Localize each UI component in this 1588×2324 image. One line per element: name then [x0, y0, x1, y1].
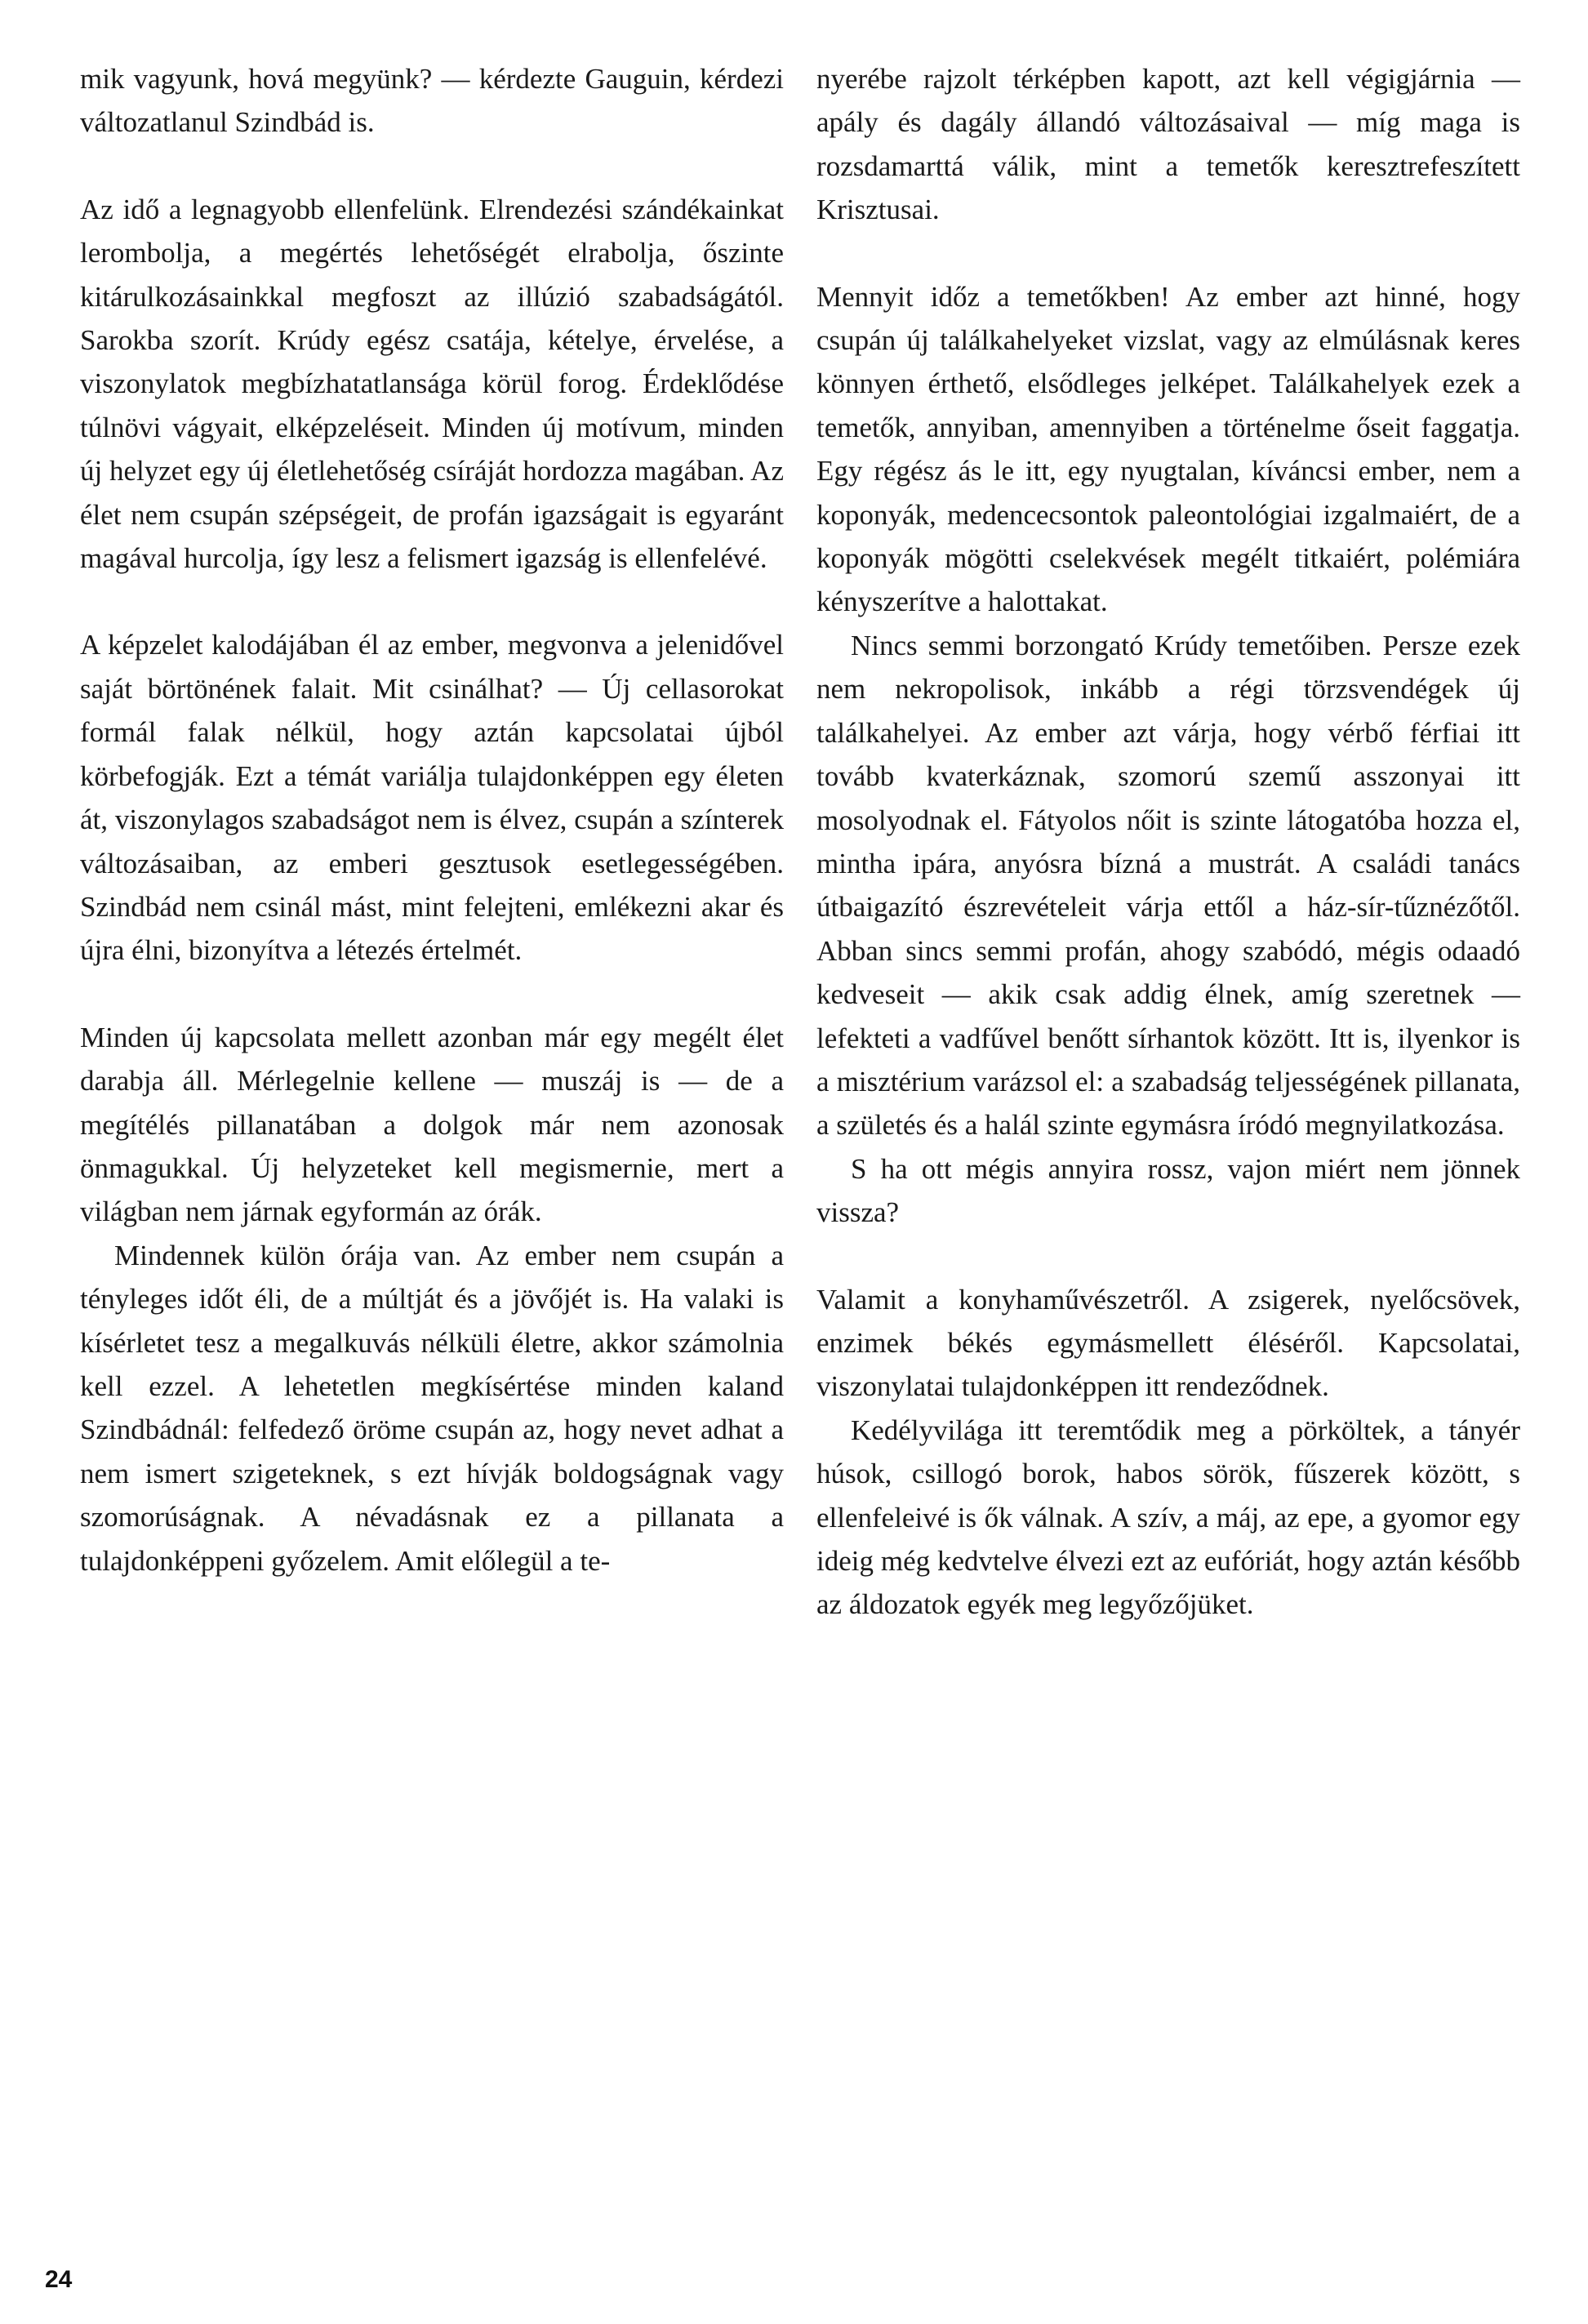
body-paragraph: Az idő a legnagyobb ellenfelünk. Elrendezési szándékainkat lerombolja, a megértés lehetőségét elrabolja, őszinte kitárulkozásainkkal megfoszt az illúzió szabadságától. Sarokba szorít. Krúdy egész csatája, kételye, érvelése, a viszonylatok megbízhatatlansága körül forog. Érdeklődése túlnövi vágyait, elképzeléseit. Minden új motívum, minden új helyzet egy új életlehetőség csíráját hordozza magában. Az élet nem csupán szépségeit, de profán igazságait is egyaránt magával hurcolja, így lesz a felismert igazság is ellenfelévé.	[80, 193, 784, 575]
body-paragraph: Kedélyvilága itt teremtődik meg a pörköltek, a tányér húsok, csillogó borok, habos sörök, fűszerek között, s ellenfeleivé is ők válnak. A szív, a máj, az epe, a gyomor egy ideig még kedvtelve élvezi ezt az eufóriát, hogy aztán később az áldozatok egyék meg legyőzőjüket.	[816, 1414, 1520, 1621]
body-paragraph: nyerébe rajzolt térképben kapott, azt kell végigjárnia — apály és dagály állandó változásaival — míg maga is rozsdamarttá válik, mint a temetők keresztrefeszített Krisztusai.	[816, 63, 1520, 226]
right-text-column	[816, 57, 1520, 1627]
body-paragraph: Mindennek külön órája van. Az ember nem csupán a tényleges időt éli, de a múltját és a jövőjét is. Ha valaki is kísérletet tesz a megalkuvás nélküli életre, akkor számolnia kell ezzel. A lehetetlen megkísértése minden kaland Szindbádnál: felfedező öröme csupán az, hogy nevet adhat a nem ismert szigeteknek, s ezt hívják boldogságnak vagy szomorúságnak. A névadásnak ez a pillanata a tulajdonképpeni győzelem. Amit előlegül a te-	[80, 1239, 784, 1577]
body-paragraph: mik vagyunk, hová megyünk? — kérdezte Gauguin, kérdezi változatlanul Szindbád is.	[80, 63, 784, 139]
page-number: 24	[45, 2266, 73, 2293]
left-text-column	[80, 57, 784, 1583]
body-paragraph: S ha ott mégis annyira rossz, vajon miért nem jönnek vissza?	[816, 1152, 1520, 1229]
paragraph-gap	[80, 580, 784, 623]
paragraph-gap	[816, 232, 1520, 275]
body-paragraph: Nincs semmi borzongató Krúdy temetőiben. Persze ezek nem nekropolisok, inkább a régi törzsvendégek új találkahelyei. Az ember azt várja, hogy vérbő férfiai itt tovább kvaterkáznak, szomorú szemű asszonyai itt mosolyodnak el. Fátyolos nőit is szinte látogatóba hozza el, mintha ipára, anyósra bízná a mustrát. A családi tanács útbaigazító észrevételeit várja ettől a ház-sír-tűznézőtől. Abban sincs semmi profán, ahogy szabódó, mégis odaadó kedveseit — akik csak addig élnek, amíg szeretnek — lefekteti a vadfűvel benőtt sírhantok között. Itt is, ilyenkor is a misztérium varázsol el: a szabadság teljességének pillanata, a születés és a halál szinte egymásra íródó megnyilatkozása.	[816, 629, 1520, 1142]
paragraph-gap	[816, 1235, 1520, 1278]
paragraph-gap	[80, 973, 784, 1016]
body-paragraph: Minden új kapcsolata mellett azonban már egy megélt élet darabja áll. Mérlegelnie kellene — muszáj is — de a megítélés pillanatában a dolgok már nem azonosak önmagukkal. Új helyzeteket kell megismernie, mert a világban nem járnak egyformán az órák.	[80, 1021, 784, 1228]
paragraph-gap	[80, 145, 784, 188]
body-paragraph: Valamit a konyhaművészetről. A zsigerek, nyelőcsövek, enzimek békés egymásmellett éléséről. Kapcsolatai, viszonylatai tulajdonképpen itt rendeződnek.	[816, 1283, 1520, 1403]
body-paragraph: Mennyit időz a temetőkben! Az ember azt hinné, hogy csupán új találkahelyeket vizslat, vagy az elmúlásnak keres könnyen érthető, elsődleges jelképet. Találkahelyek ezek a temetők, annyiban, amennyiben a történelme őseit faggatja. Egy régész ás le itt, egy nyugtalan, kíváncsi ember, nem a koponyák, medencecsontok paleontológiai izgalmaiért, de a koponyák mögötti cselekvések megélt titkaiért, polémiára kényszerítve a halottakat.	[816, 280, 1520, 618]
body-paragraph: A képzelet kalodájában él az ember, megvonva a jelenidővel saját börtönének falait. Mit csinálhat? — Új cellasorokat formál falak nélkül, hogy aztán kapcsolatai újból körbefogják. Ezt a témát variálja tulajdonképpen egy életen át, viszonylagos szabadságot nem is élvez, csupán a színterek változásaiban, az emberi gesztusok esetlegességében. Szindbád nem csinál mást, mint felejteni, emlékezni akar és újra élni, bizonyítva a létezés értelmét.	[80, 629, 784, 967]
